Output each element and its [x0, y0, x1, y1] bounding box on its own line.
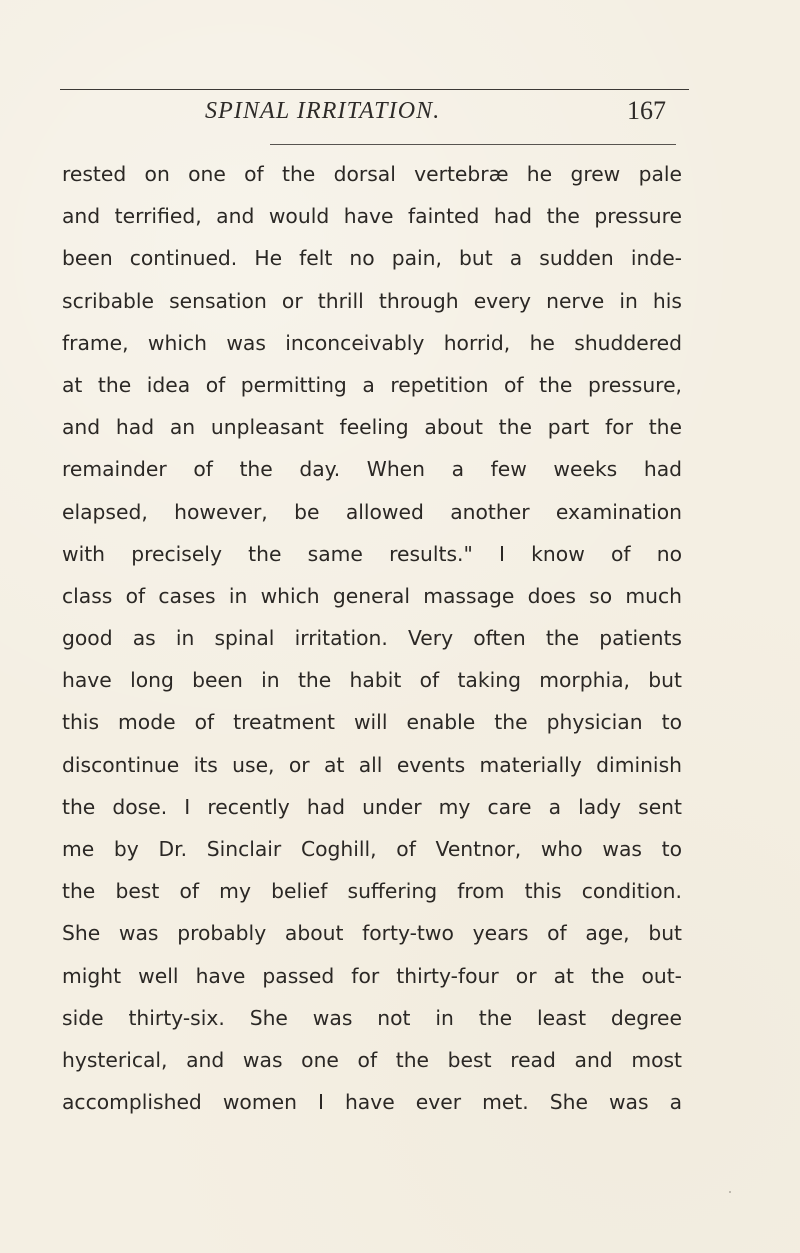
text-line: and had an unpleasant feeling about the part for the	[62, 415, 682, 440]
text-line: have long been in the habit of taking morphia, but	[62, 668, 682, 693]
text-line: the best of my belief suffering from this condition.	[62, 879, 682, 904]
text-line: frame, which was inconceivably horrid, he shuddered	[62, 330, 682, 355]
text-line: remainder of the day. When a few weeks had	[62, 457, 682, 482]
text-line: me by Dr. Sinclair Coghill, of Ventnor, who was to	[62, 837, 682, 861]
page-number: 167	[627, 96, 666, 125]
running-head: SPINAL IRRITATION.	[205, 98, 441, 124]
text-line: hysterical, and was one of the best read and most	[62, 1047, 682, 1072]
text-line: She was probably about forty-two years of age, but	[62, 921, 682, 946]
text-line: and terrified, and would have fainted had the pressure	[62, 204, 682, 229]
body-text	[62, 153, 682, 1123]
header-top-rule	[60, 89, 689, 90]
text-line: class of cases in which general massage does so much	[62, 583, 682, 608]
text-line: might well have passed for thirty-four or at the out-	[62, 963, 682, 988]
text-line: side thirty-six. She was not in the least degree	[62, 1005, 682, 1030]
text-line: this mode of treatment will enable the physician to	[62, 710, 682, 735]
text-line: with precisely the same results." I know of no	[62, 541, 682, 566]
header-bottom-rule	[270, 144, 676, 145]
text-line: been continued. He felt no pain, but a sudden inde-	[62, 246, 682, 271]
text-line: rested on one of the dorsal vertebræ he grew pale	[62, 162, 682, 186]
text-line: accomplished women I have ever met. She was a	[62, 1090, 682, 1115]
text-line: scribable sensation or thrill through every nerve in his	[62, 288, 682, 313]
text-line: good as in spinal irritation. Very often the patients	[62, 626, 682, 651]
text-line: the dose. I recently had under my care a lady sent	[62, 794, 682, 819]
text-line: elapsed, however, be allowed another examination	[62, 499, 682, 524]
text-line: discontinue its use, or at all events materially diminish	[62, 752, 682, 777]
text-line: at the idea of permitting a repetition of the pressure,	[62, 372, 682, 397]
paper-speck	[729, 1191, 731, 1193]
